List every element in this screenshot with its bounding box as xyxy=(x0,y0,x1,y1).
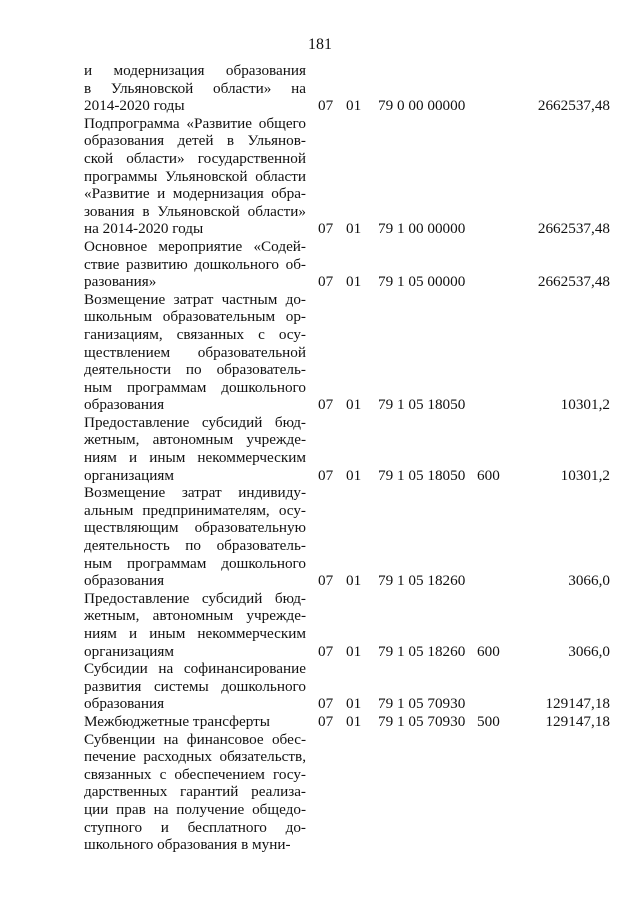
item-name-line: образования детей в Ульянов- xyxy=(84,132,306,150)
section-code: 07 xyxy=(318,642,334,660)
item-name-line: школьным образовательным ор- xyxy=(84,308,306,326)
item-name-line: развития системы дошкольного xyxy=(84,677,306,695)
section-code: 07 xyxy=(318,97,334,115)
expense-type-code: 500 xyxy=(477,712,500,730)
target-article-code: 79 1 05 18050 xyxy=(378,396,466,414)
table-row xyxy=(0,414,640,484)
item-name-line: жетным, автономным учрежде- xyxy=(84,607,306,625)
item-name-line: печение расходных обязательств, xyxy=(84,748,306,766)
item-name-line: Субвенции на финансовое обес- xyxy=(84,730,306,748)
item-name-line: дарственных гарантий реализа- xyxy=(84,783,306,801)
item-name-line: ществляющим образовательную xyxy=(84,519,306,537)
subsection-code: 01 xyxy=(346,273,362,291)
item-name xyxy=(84,484,306,590)
item-name-line: альным предпринимателям, осу- xyxy=(84,501,306,519)
table-row xyxy=(0,291,640,414)
item-name-line: Субсидии на софинансирование xyxy=(84,660,306,678)
item-name-line: ствие развитию дошкольного об- xyxy=(84,255,306,273)
amount: 129147,18 xyxy=(545,695,610,713)
item-name xyxy=(84,62,306,115)
item-name-line: разования» xyxy=(84,273,157,291)
item-name-line: ступного и бесплатного до- xyxy=(84,818,306,836)
item-name xyxy=(84,713,306,731)
page-number: 181 xyxy=(308,36,332,53)
subsection-code: 01 xyxy=(346,572,362,590)
item-name-line: и модернизация образования xyxy=(84,62,306,79)
item-name-line: в Ульяновской области» на xyxy=(84,79,306,97)
item-name-line: ным программам дошкольного xyxy=(84,378,306,396)
subsection-code: 01 xyxy=(346,220,362,238)
amount: 10301,2 xyxy=(560,396,610,414)
item-name-line: на 2014-2020 годы xyxy=(84,220,204,238)
table-row xyxy=(0,62,640,115)
item-name-line: ской области» государственной xyxy=(84,149,306,167)
target-article-code: 79 1 05 18260 xyxy=(378,572,466,590)
subsection-code: 01 xyxy=(346,396,362,414)
item-name-line: Предоставление субсидий бюд- xyxy=(84,413,306,431)
section-code: 07 xyxy=(318,273,334,291)
item-name-line: деятельности по образователь- xyxy=(84,361,306,379)
amount: 3066,0 xyxy=(568,572,610,590)
expense-type-code: 600 xyxy=(477,466,500,484)
target-article-code: 79 0 00 00000 xyxy=(378,97,466,115)
expense-type-code: 600 xyxy=(477,642,500,660)
subsection-code: 01 xyxy=(346,97,362,115)
subsection-code: 01 xyxy=(346,712,362,730)
section-code: 07 xyxy=(318,220,334,238)
target-article-code: 79 1 05 18260 xyxy=(378,642,466,660)
item-name xyxy=(84,238,306,291)
item-name-line: образования xyxy=(84,572,165,590)
table-row xyxy=(0,713,640,731)
item-name-line: зования в Ульяновской области» xyxy=(84,202,306,220)
item-name xyxy=(84,291,306,414)
item-name-line: Предоставление субсидий бюд- xyxy=(84,589,306,607)
item-name-line: 2014-2020 годы xyxy=(84,97,185,115)
amount: 2662537,48 xyxy=(537,97,610,115)
item-name-line: программы Ульяновской области xyxy=(84,167,306,185)
amount: 2662537,48 xyxy=(537,273,610,291)
section-code: 07 xyxy=(318,712,334,730)
target-article-code: 79 1 05 70930 xyxy=(378,712,466,730)
table-row xyxy=(0,238,640,291)
target-article-code: 79 1 00 00000 xyxy=(378,220,466,238)
item-name-line: школьного образования в муни- xyxy=(84,836,291,854)
item-name-line: организациям xyxy=(84,642,175,660)
amount: 10301,2 xyxy=(560,466,610,484)
section-code: 07 xyxy=(318,572,334,590)
item-name-line: ществлением образовательной xyxy=(84,343,306,361)
section-code: 07 xyxy=(318,466,334,484)
target-article-code: 79 1 05 18050 xyxy=(378,466,466,484)
item-name xyxy=(84,590,306,660)
subsection-code: 01 xyxy=(346,695,362,713)
item-name-line: связанных с обеспечением госу- xyxy=(84,765,306,783)
item-name-line: Основное мероприятие «Содей- xyxy=(84,237,306,255)
table-row xyxy=(0,484,640,590)
subsection-code: 01 xyxy=(346,466,362,484)
item-name-line: организациям xyxy=(84,466,175,484)
item-name-line: образования xyxy=(84,695,165,713)
section-code: 07 xyxy=(318,695,334,713)
item-name-line: ганизациям, связанных с осу- xyxy=(84,325,306,343)
item-name xyxy=(84,731,306,854)
subsection-code: 01 xyxy=(346,642,362,660)
amount: 2662537,48 xyxy=(537,220,610,238)
item-name-line: образования xyxy=(84,396,165,414)
item-name-line: ниям и иным некоммерческим xyxy=(84,625,306,642)
item-name-line: «Развитие и модернизация обра- xyxy=(84,185,306,203)
section-code: 07 xyxy=(318,396,334,414)
item-name xyxy=(84,660,306,713)
item-name xyxy=(84,414,306,484)
item-name-line: Возмещение затрат индивиду- xyxy=(84,484,306,502)
item-name-line: деятельность по образователь- xyxy=(84,537,306,555)
budget-table xyxy=(0,62,640,854)
item-name xyxy=(84,115,306,238)
table-row xyxy=(0,731,640,854)
item-name-line: жетным, автономным учрежде- xyxy=(84,431,306,449)
amount: 3066,0 xyxy=(568,642,610,660)
table-row xyxy=(0,115,640,238)
item-name-line: ным программам дошкольного xyxy=(84,554,306,572)
item-name-line: ции прав на получение общедо- xyxy=(84,800,306,818)
item-name-line: Возмещение затрат частным до- xyxy=(84,290,306,308)
amount: 129147,18 xyxy=(545,712,610,730)
table-row xyxy=(0,590,640,660)
target-article-code: 79 1 05 70930 xyxy=(378,695,466,713)
table-row xyxy=(0,660,640,713)
target-article-code: 79 1 05 00000 xyxy=(378,273,466,291)
item-name-line: Межбюджетные трансферты xyxy=(84,712,270,730)
item-name-line: Подпрограмма «Развитие общего xyxy=(84,114,306,132)
item-name-line: ниям и иным некоммерческим xyxy=(84,449,306,467)
